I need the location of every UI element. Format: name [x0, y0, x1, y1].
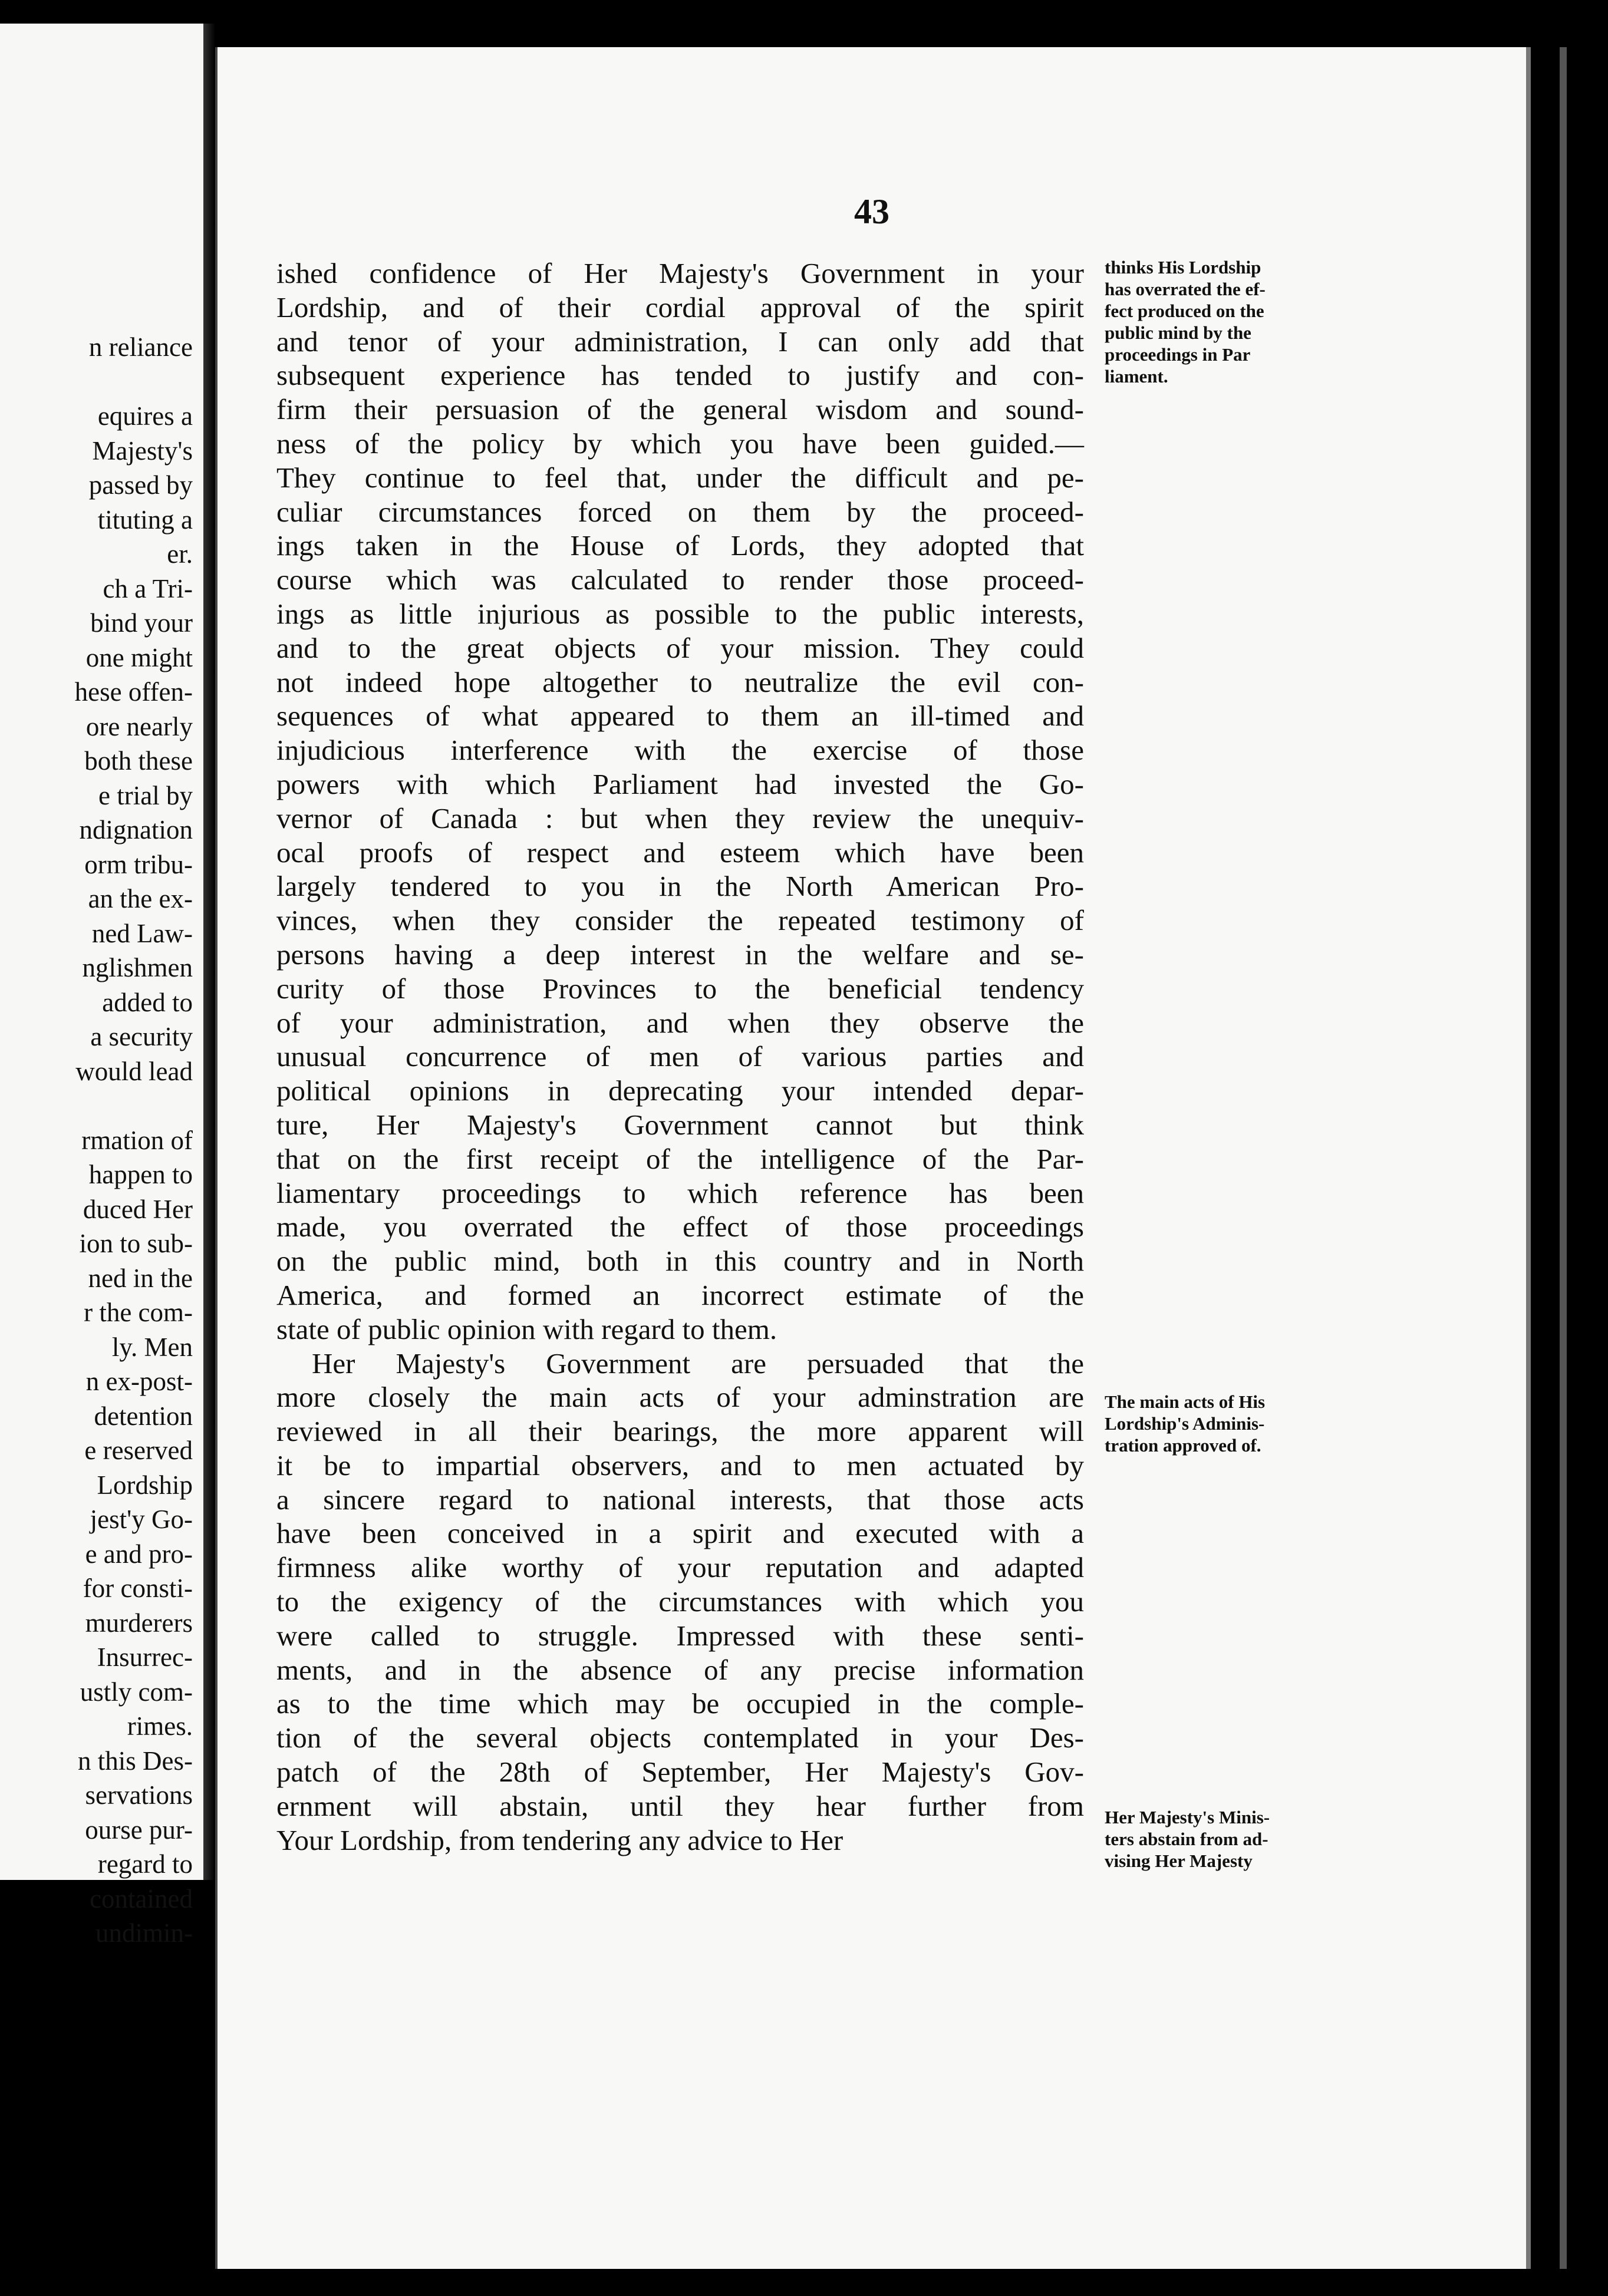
margin-note-overrated [1105, 256, 1352, 387]
page-edge [1560, 47, 1567, 2269]
text-line: reviewed in all their bearings, the more apparent will [276, 1415, 1084, 1448]
left-page-text [4, 330, 193, 1951]
left-page-line: happen to [88, 1160, 193, 1189]
text-line: state of public opinion with regard to them. [276, 1312, 777, 1345]
margin-note-line: liament. [1105, 366, 1168, 387]
left-page-line: Lordship [97, 1470, 193, 1500]
body-text [276, 256, 1084, 1857]
text-line: made, you overrated the effect of those proceedings [276, 1210, 1084, 1243]
text-line: firm their persuasion of the general wisdom and sound- [276, 393, 1084, 426]
left-page-line: detention [94, 1401, 193, 1431]
left-page-line: for consti- [83, 1573, 193, 1603]
text-line: ments, and in the absence of any precise information [276, 1653, 1084, 1686]
margin-note-line: Her Majesty's Minis- [1105, 1807, 1270, 1827]
left-page-line: ore nearly [85, 711, 193, 741]
left-page-line: orm tribu- [84, 849, 193, 879]
left-page-line: tituting a [97, 504, 193, 535]
gutter [203, 24, 215, 1880]
margin-note-line: proceedings in Par [1105, 344, 1251, 365]
text-line: culiar circumstances forced on them by the proceed- [276, 495, 1084, 528]
left-page-line [4, 1088, 193, 1123]
text-line: it be to impartial observers, and to men actuated by [276, 1449, 1084, 1482]
left-page-line: one might [85, 642, 193, 672]
text-line: ocal proofs of respect and esteem which have been [276, 836, 1084, 869]
left-page-line: er. [167, 539, 193, 569]
left-page-line: ly. Men [111, 1332, 193, 1362]
left-page-line: a security [90, 1022, 193, 1051]
text-line: of your administration, and when they observe the [276, 1006, 1084, 1039]
text-line: not indeed hope altogether to neutralize the evil con- [276, 665, 1084, 698]
margin-note-line: tration approved of. [1105, 1435, 1261, 1456]
text-line: persons having a deep interest in the welfare and se- [276, 938, 1084, 971]
text-line: Lordship, and of their cordial approval of the spirit [276, 291, 1084, 324]
left-page-line: passed by [88, 470, 193, 500]
left-page-line: added to [102, 987, 193, 1017]
text-line: on the public mind, both in this country and in North [276, 1245, 1084, 1278]
left-page-line: Majesty's [92, 436, 193, 466]
left-page-line: ned Law- [91, 918, 193, 948]
margin-note-line: has overrated the ef- [1105, 279, 1266, 299]
left-page-line: ned in the [88, 1263, 193, 1293]
text-line: They continue to feel that, under the difficult and pe- [276, 461, 1084, 494]
left-page-line: nglishmen [82, 953, 193, 982]
left-page-line: murderers [85, 1608, 193, 1638]
left-page-line: ustly com- [80, 1677, 193, 1707]
margin-note-line: Lordship's Adminis- [1105, 1413, 1265, 1434]
left-page-line: e and pro- [85, 1539, 193, 1569]
right-page [215, 47, 1531, 2269]
left-page-line: contained [90, 1883, 193, 1914]
left-page-line: servations [85, 1780, 193, 1810]
left-page-line: equires a [97, 401, 193, 431]
text-line: powers with which Parliament had invested the Go- [276, 767, 1084, 800]
text-line: vinces, when they consider the repeated testimony of [276, 904, 1084, 937]
margin-note-line: thinks His Lordship [1105, 257, 1261, 278]
text-line: as to the time which may be occupied in the comple- [276, 1687, 1084, 1720]
text-line: that on the first receipt of the intelligence of the Par- [276, 1142, 1084, 1175]
margin-note-line: fect produced on the [1105, 301, 1264, 321]
left-page-line: would lead [75, 1056, 193, 1086]
left-page-line: n reliance [88, 332, 193, 362]
text-line: have been conceived in a spirit and executed with a [276, 1517, 1084, 1550]
left-page-line: r the com- [84, 1298, 193, 1327]
text-line: course which was calculated to render those proceed- [276, 563, 1084, 596]
text-line: ings taken in the House of Lords, they adopted that [276, 529, 1084, 562]
left-page-line: rimes. [127, 1711, 193, 1741]
left-page-line: hese offen- [74, 677, 193, 707]
text-line: injudicious interference with the exercise of those [276, 734, 1084, 767]
left-page-line: e reserved [84, 1436, 193, 1465]
text-line: were called to struggle. Impressed with these senti- [276, 1619, 1084, 1652]
text-line: unusual concurrence of men of various parties and [276, 1040, 1084, 1073]
left-page-line: an the ex- [88, 884, 193, 913]
left-page-line: rmation of [81, 1125, 193, 1155]
text-line: ings as little injurious as possible to the public interests, [276, 597, 1084, 630]
left-page-line: duced Her [83, 1194, 193, 1224]
text-line: Her Majesty's Government are persuaded that the [312, 1347, 1084, 1380]
text-line: patch of the 28th of September, Her Majesty's Gov- [276, 1756, 1084, 1789]
text-line: ness of the policy by which you have been guided.— [276, 427, 1084, 460]
left-page-line: ion to sub- [79, 1229, 193, 1258]
text-line: more closely the main acts of your adminstration are [276, 1381, 1084, 1414]
page-number: 43 [854, 192, 889, 231]
text-line: liamentary proceedings to which reference has been [276, 1176, 1084, 1209]
text-line: firmness alike worthy of your reputation and adapted [276, 1551, 1084, 1584]
margin-note-line: public mind by the [1105, 322, 1251, 343]
left-page-line: n this Des- [78, 1746, 193, 1776]
margin-note-acts-approved [1105, 1391, 1352, 1456]
text-line: vernor of Canada : but when they review the unequiv- [276, 801, 1084, 834]
text-line: political opinions in deprecating your intended depar- [276, 1074, 1084, 1107]
margin-note-line: ters abstain from ad- [1105, 1829, 1268, 1849]
left-page-line [4, 365, 193, 400]
text-line: subsequent experience has tended to justify and con- [276, 359, 1084, 392]
left-page-line: undimin- [95, 1918, 193, 1948]
text-line: and to the great objects of your mission. They could [276, 631, 1084, 664]
margin-note-ministers-abstain [1105, 1806, 1352, 1872]
left-page-line: ourse pur- [85, 1815, 193, 1845]
text-line: curity of those Provinces to the beneficial tendency [276, 972, 1084, 1005]
left-page-line: jest'y Go- [90, 1505, 193, 1534]
left-page [0, 24, 205, 1948]
margin-note-line: vising Her Majesty [1105, 1850, 1253, 1871]
left-page-line: regard to [97, 1849, 193, 1879]
text-line: America, and formed an incorrect estimate of the [276, 1278, 1084, 1311]
left-page-line: e trial by [98, 780, 193, 810]
text-line: ernment will abstain, until they hear further from [276, 1789, 1084, 1822]
text-line: to the exigency of the circumstances with which you [276, 1585, 1084, 1618]
text-line: ished confidence of Her Majesty's Government in your [276, 257, 1084, 289]
text-line: sequences of what appeared to them an ill-timed and [276, 700, 1084, 733]
left-page-line: Insurrec- [97, 1642, 193, 1672]
text-line: ture, Her Majesty's Government cannot but think [276, 1108, 1084, 1141]
text-line: largely tendered to you in the North American Pro- [276, 870, 1084, 903]
left-page-line: ndignation [79, 815, 193, 844]
left-page-line: bind your [90, 608, 193, 638]
text-line: and tenor of your administration, I can only add that [276, 325, 1084, 358]
left-page-line: n ex-post- [85, 1367, 193, 1396]
left-page-line: ch a Tri- [103, 573, 193, 603]
text-line: tion of the several objects contemplated in your Des- [276, 1721, 1084, 1754]
left-page-line: both these [84, 746, 193, 776]
text-line: a sincere regard to national interests, that those acts [276, 1483, 1084, 1516]
margin-note-line: The main acts of His [1105, 1391, 1266, 1412]
text-line: Your Lordship, from tendering any advice to Her [276, 1823, 843, 1856]
